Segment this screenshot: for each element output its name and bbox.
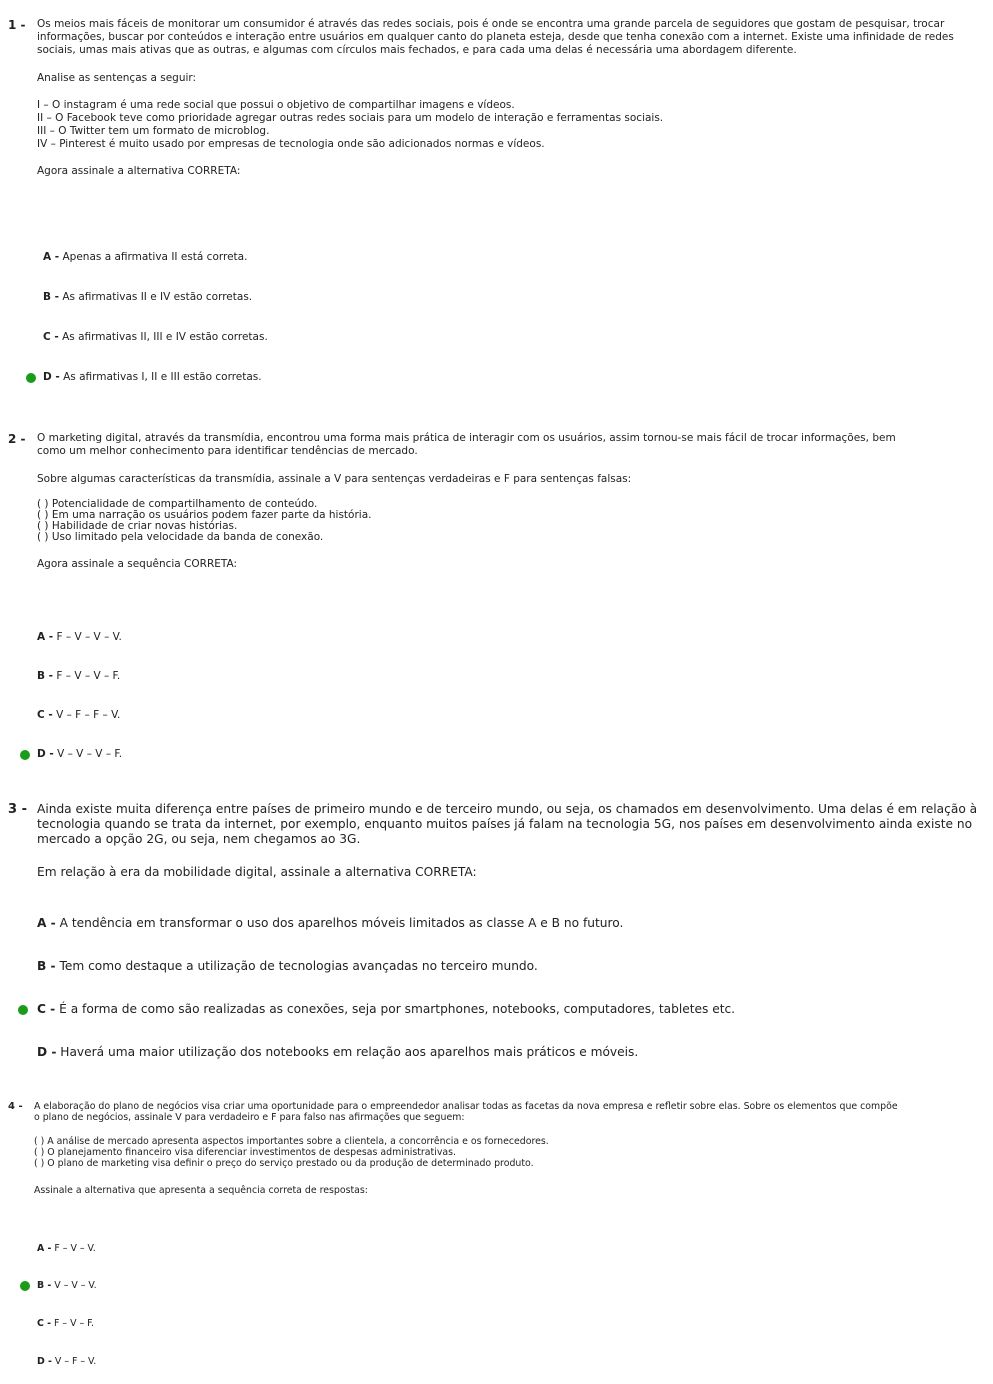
option-b[interactable] bbox=[37, 959, 538, 973]
option-letter: B - bbox=[37, 1280, 52, 1291]
question-body bbox=[37, 432, 923, 571]
question-stem: O marketing digital, através da transmídia, encontrou uma forma mais prática de interagir com os usuários, assim tornou-se mais fácil de trocar informações, bem como um melhor conhecimento para identificar tendências de mercado. bbox=[37, 432, 896, 457]
option-letter: B - bbox=[37, 959, 56, 973]
question-number: 1 - bbox=[8, 18, 26, 32]
option-letter: A - bbox=[37, 916, 56, 930]
selected-answer-dot bbox=[26, 373, 36, 383]
option-text: As afirmativas I, II e III estão corretas. bbox=[63, 371, 262, 383]
option-text: F – V – V – F. bbox=[56, 670, 121, 682]
question-prompt: Em relação à era da mobilidade digital, assinale a alternativa CORRETA: bbox=[37, 865, 477, 879]
selected-answer-dot bbox=[18, 1005, 28, 1015]
statement: ( ) Em uma narração os usuários podem fazer parte da história. bbox=[37, 509, 372, 521]
question-intro: Analise as sentenças a seguir: bbox=[37, 72, 197, 84]
option-b[interactable] bbox=[43, 291, 252, 303]
statement: ( ) A análise de mercado apresenta aspectos importantes sobre a clientela, a concorrência e os fornecedores. bbox=[34, 1136, 549, 1147]
statement: II – O Facebook teve como prioridade agregar outras redes sociais para um modelo de interação e ferramentas sociais. bbox=[37, 112, 664, 124]
option-d[interactable] bbox=[37, 748, 122, 760]
statement: I – O instagram é uma rede social que possui o objetivo de compartilhar imagens e vídeos. bbox=[37, 99, 515, 111]
question-prompt: Assinale a alternativa que apresenta a sequência correta de respostas: bbox=[34, 1185, 368, 1196]
option-letter: B - bbox=[43, 291, 60, 303]
option-c[interactable] bbox=[43, 331, 268, 343]
option-text: A tendência em transformar o uso dos aparelhos móveis limitados as classe A e B no futuro. bbox=[59, 916, 624, 930]
question-body bbox=[37, 802, 981, 880]
question-number: 2 - bbox=[8, 432, 26, 446]
question-number: 4 - bbox=[8, 1101, 23, 1112]
option-letter: D - bbox=[37, 1356, 52, 1367]
statement: ( ) Potencialidade de compartilhamento de conteúdo. bbox=[37, 498, 318, 510]
option-text: Haverá uma maior utilização dos notebooks em relação aos aparelhos mais práticos e móveis. bbox=[60, 1045, 639, 1059]
selected-answer-dot bbox=[20, 750, 30, 760]
option-b[interactable] bbox=[37, 670, 120, 682]
question-body bbox=[37, 18, 971, 178]
statement: ( ) O plano de marketing visa definir o preço do serviço prestado ou da produção de determinado produto. bbox=[34, 1158, 534, 1169]
question-intro: Sobre algumas características da transmídia, assinale a V para sentenças verdadeiras e F para sentenças falsas: bbox=[37, 473, 632, 485]
statement: IV – Pinterest é muito usado por empresas de tecnologia onde são adicionados normas e vídeos. bbox=[37, 138, 545, 150]
option-letter: C - bbox=[43, 331, 59, 343]
option-letter: A - bbox=[43, 251, 60, 263]
statements-list bbox=[34, 1136, 903, 1169]
option-text: V – F – V. bbox=[54, 1356, 97, 1367]
option-letter: D - bbox=[43, 371, 60, 383]
option-letter: B - bbox=[37, 670, 54, 682]
option-text: Apenas a afirmativa II está correta. bbox=[62, 251, 248, 263]
question-prompt: Agora assinale a alternativa CORRETA: bbox=[37, 165, 241, 177]
statements-list bbox=[37, 99, 971, 151]
option-text: F – V – F. bbox=[54, 1318, 94, 1329]
statements-list bbox=[37, 499, 923, 543]
option-c[interactable] bbox=[37, 709, 120, 721]
option-a[interactable] bbox=[37, 631, 122, 643]
option-text: V – V – V – F. bbox=[57, 748, 123, 760]
question-number: 3 - bbox=[8, 802, 27, 817]
option-text: As afirmativas II e IV estão corretas. bbox=[62, 291, 253, 303]
option-text: As afirmativas II, III e IV estão corretas. bbox=[62, 331, 268, 343]
question-stem: Ainda existe muita diferença entre países de primeiro mundo e de terceiro mundo, ou seja, os chamados em desenvolvimento. Uma delas é em relação à tecnologia quando se trata da internet, por exemplo, enquanto muitos países já falam na tecnologia 5G, nos países em desenvolvimento ainda existe no mercado a opção 2G, ou seja, nem chegamos ao 3G. bbox=[37, 802, 978, 846]
option-text: F – V – V. bbox=[54, 1243, 96, 1254]
option-letter: C - bbox=[37, 1318, 52, 1329]
option-a[interactable] bbox=[37, 1243, 96, 1254]
option-letter: D - bbox=[37, 1045, 57, 1059]
option-letter: C - bbox=[37, 709, 53, 721]
statement: ( ) Uso limitado pela velocidade da banda de conexão. bbox=[37, 531, 324, 543]
statement: ( ) Habilidade de criar novas histórias. bbox=[37, 520, 238, 532]
option-text: Tem como destaque a utilização de tecnologias avançadas no terceiro mundo. bbox=[59, 959, 538, 973]
option-b[interactable] bbox=[37, 1280, 97, 1291]
option-c[interactable] bbox=[37, 1002, 735, 1016]
option-letter: A - bbox=[37, 1243, 52, 1254]
option-d[interactable] bbox=[43, 371, 262, 383]
option-text: V – F – F – V. bbox=[56, 709, 121, 721]
option-letter: D - bbox=[37, 748, 54, 760]
option-text: F – V – V – V. bbox=[56, 631, 122, 643]
option-a[interactable] bbox=[43, 251, 247, 263]
question-prompt: Agora assinale a sequência CORRETA: bbox=[37, 558, 238, 570]
option-d[interactable] bbox=[37, 1045, 638, 1059]
option-letter: A - bbox=[37, 631, 54, 643]
option-letter: C - bbox=[37, 1002, 56, 1016]
option-c[interactable] bbox=[37, 1318, 94, 1329]
question-stem: A elaboração do plano de negócios visa criar uma oportunidade para o empreendedor analisar todas as facetas da nova empresa e refletir sobre elas. Sobre os elementos que compõe o plano de negócios, assinale V para verdadeiro e F para falso nas afirmações que seguem: bbox=[34, 1101, 898, 1123]
question-stem: Os meios mais fáceis de monitorar um consumidor é através das redes sociais, pois é onde se encontra uma grande parcela de seguidores que gostam de pesquisar, trocar informações, buscar por conteúdos e interação entre usuários em qualquer canto do planeta esteja, desde que tenha conexão com a internet. Existe uma infinidade de redes sociais, umas mais ativas que as outras, e algumas com círculos mais fechados, e para cada uma delas é necessária uma abordagem diferente. bbox=[37, 18, 954, 56]
option-text: V – V – V. bbox=[54, 1280, 97, 1291]
question-body bbox=[34, 1101, 903, 1197]
option-d[interactable] bbox=[37, 1356, 96, 1367]
selected-answer-dot bbox=[20, 1281, 30, 1291]
statement: III – O Twitter tem um formato de microblog. bbox=[37, 125, 270, 137]
option-text: É a forma de como são realizadas as conexões, seja por smartphones, notebooks, computadores, tabletes etc. bbox=[59, 1002, 736, 1016]
option-a[interactable] bbox=[37, 916, 623, 930]
statement: ( ) O planejamento financeiro visa diferenciar investimentos de despesas administrativas. bbox=[34, 1147, 456, 1158]
